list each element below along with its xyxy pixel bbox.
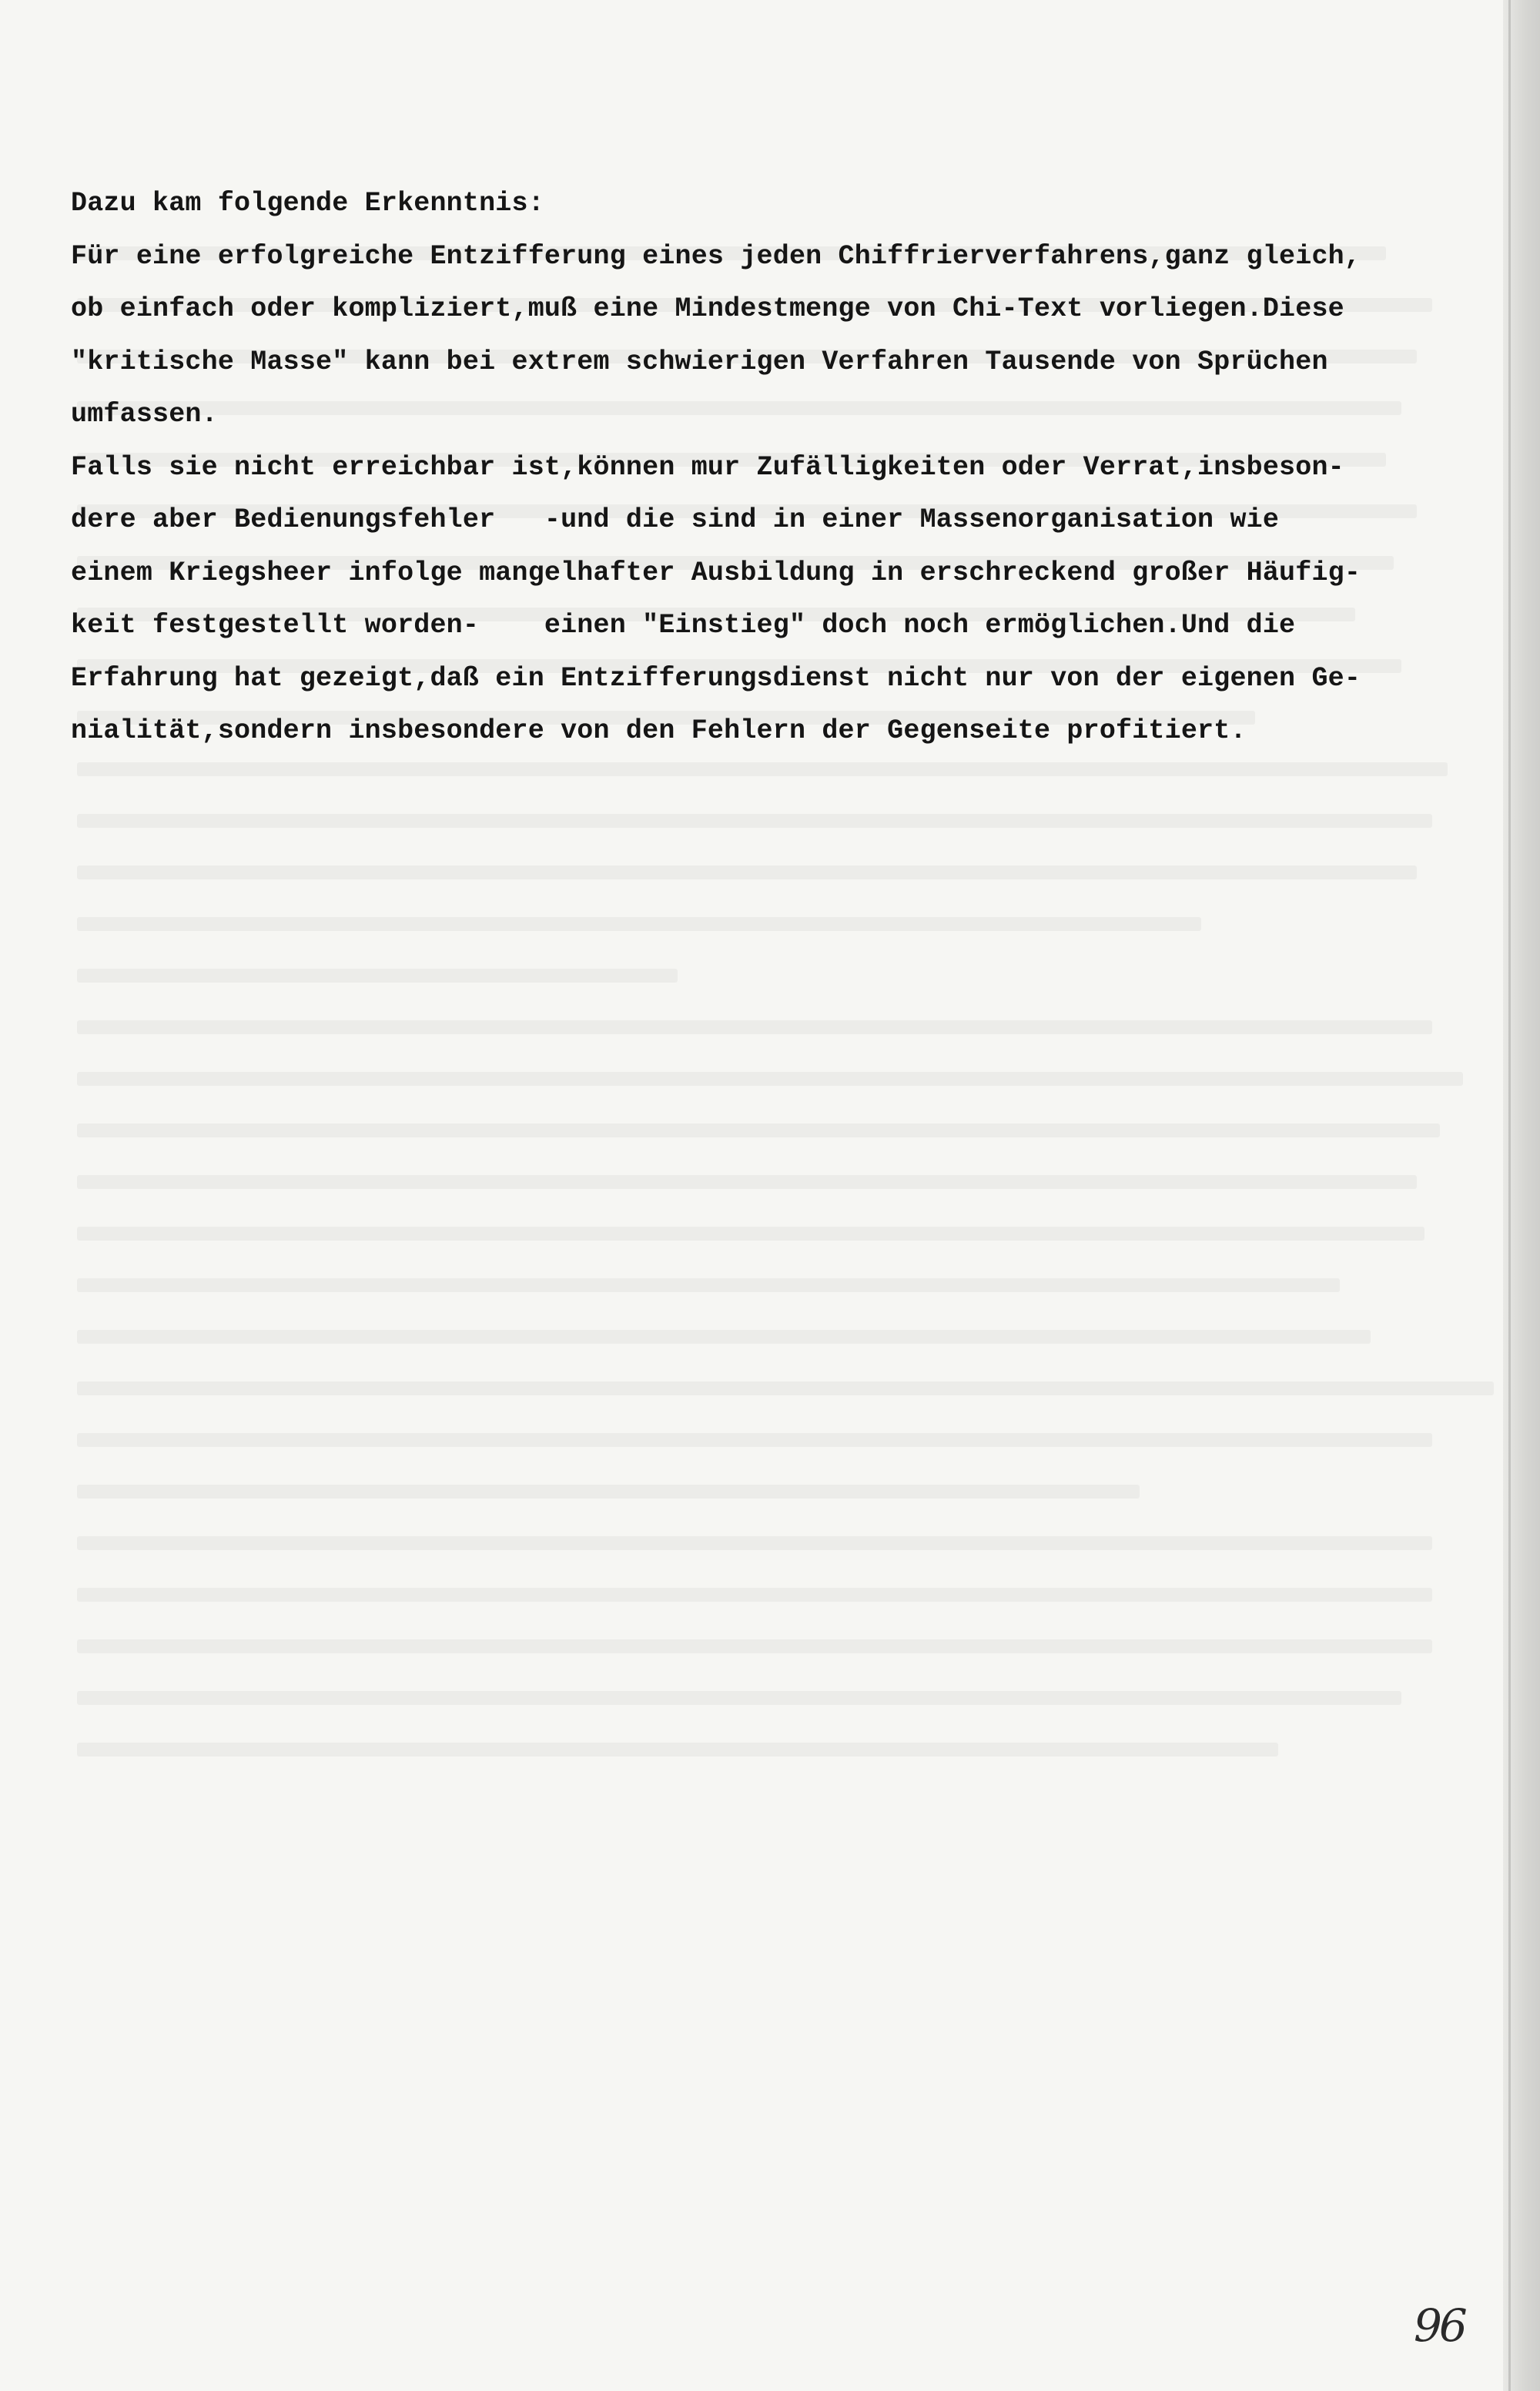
text-line: "kritische Masse" kann bei extrem schwierigen Verfahren Tausende von Sprüchen (71, 346, 1328, 377)
text-line: nialität,sondern insbesondere von den Fehlern der Gegenseite profitiert. (71, 715, 1247, 746)
text-line: Falls sie nicht erreichbar ist,können mur Zufälligkeiten oder Verrat,insbeson- (71, 451, 1344, 483)
text-line: einem Kriegsheer infolge mangelhafter Ausbildung in erschreckend großer Häufig- (71, 557, 1361, 588)
text-line: ob einfach oder kompliziert,muß eine Mindestmenge von Chi-Text vorliegen.Diese (71, 293, 1344, 324)
text-line: dere aber Bedienungsfehler -und die sind in einer Massenorganisation wie (71, 504, 1280, 535)
page-number: 96 (1414, 2299, 1465, 2352)
text-line: umfassen. (71, 399, 218, 430)
text-line: Für eine erfolgreiche Entzifferung eines jeden Chiffrierverfahrens,ganz gleich, (71, 240, 1361, 272)
body-text (71, 177, 1472, 758)
text-line: keit festgestellt worden- einen "Einstieg" doch noch ermöglichen.Und die (71, 610, 1296, 641)
page-edge-line (1508, 0, 1511, 2391)
text-line: Dazu kam folgende Erkenntnis: (71, 188, 544, 219)
text-line: Erfahrung hat gezeigt,daß ein Entzifferungsdienst nicht nur von der eigenen Ge- (71, 662, 1361, 694)
